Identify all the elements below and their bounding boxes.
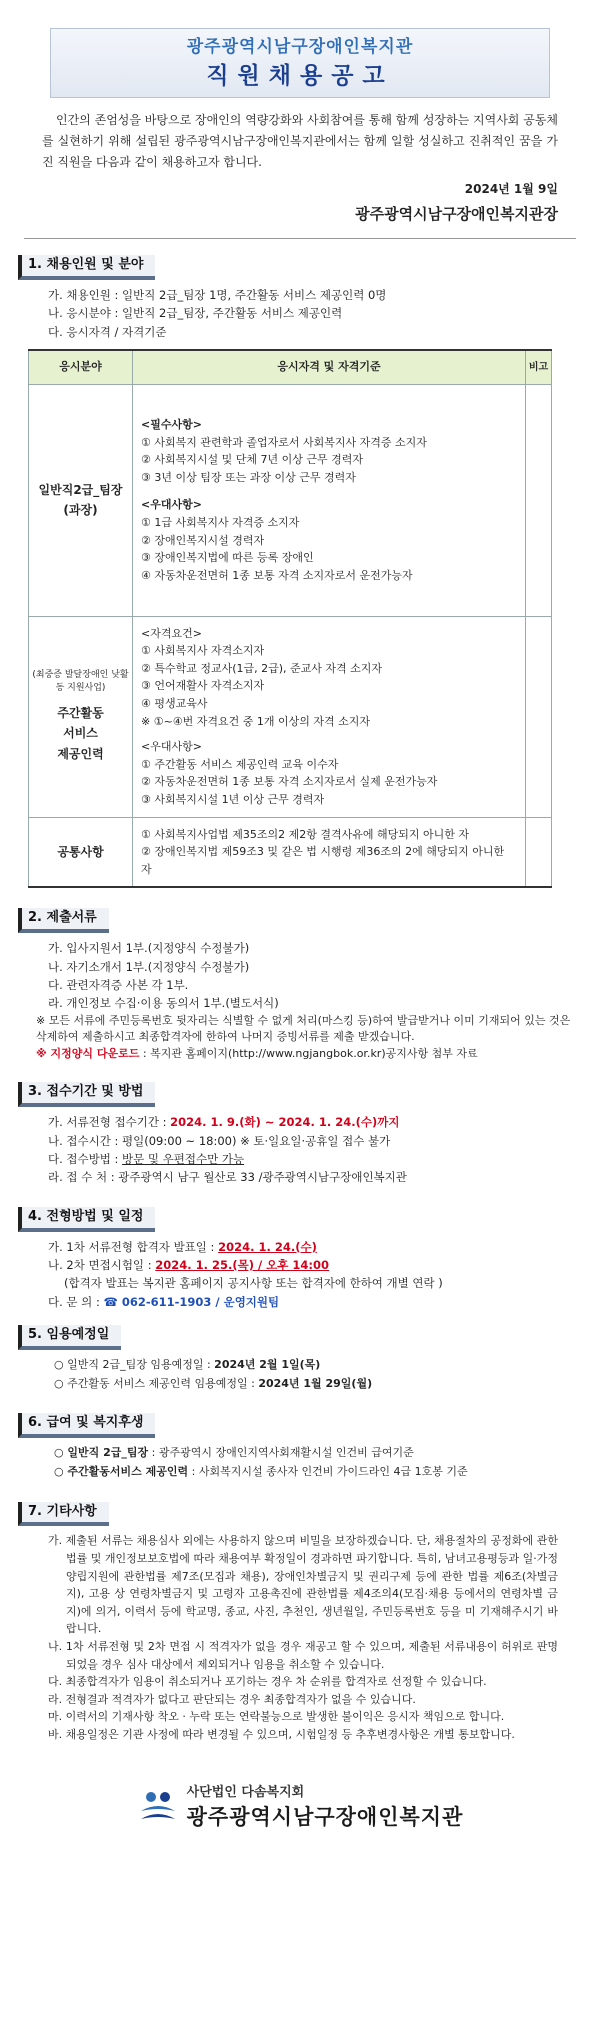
criteria-cell xyxy=(133,817,526,887)
list-item: 라. 접 수 처 : 광주광역시 남구 월산로 33 /광주광역시남구장애인복지관 xyxy=(48,1170,407,1185)
list-item xyxy=(48,1293,582,1311)
list-item xyxy=(48,1238,582,1256)
item-label: 나. 2차 면접시험일 : xyxy=(48,1257,156,1272)
category-label: 일반직2급_팀장 xyxy=(38,482,123,497)
table-row xyxy=(29,616,552,817)
item-label: 다. 접수방법 : xyxy=(48,1151,123,1166)
section-title-positions: 1. 채용인원 및 분야 xyxy=(18,255,155,280)
item-label: ○ 일반직 2급_팀장 xyxy=(54,1446,149,1460)
application-method: 방문 및 우편접수만 가능 xyxy=(122,1151,245,1166)
list-item: 가. 입사지원서 1부.(지정양식 수정불가) xyxy=(48,941,250,956)
memo-cell xyxy=(526,384,552,616)
criteria-cell xyxy=(133,616,526,817)
footer-logo xyxy=(18,1784,582,1833)
item-label: ○ 주간활동 서비스 제공인력 임용예정일 : xyxy=(54,1376,259,1390)
criteria-item: ④ 자동차운전면허 1종 보통 자격 소지자로서 운전가능자 xyxy=(141,568,413,582)
header-banner xyxy=(50,28,550,98)
category-cell xyxy=(29,817,133,887)
divider xyxy=(24,238,576,239)
contact-phone[interactable]: ☎ 062-611-1903 / 운영지원팀 xyxy=(103,1294,280,1309)
group-title: <우대사항> xyxy=(141,498,202,512)
criteria-item: ② 특수학교 정교사(1급, 2급), 준교사 자격 소지자 xyxy=(141,661,383,675)
misc-list xyxy=(48,1532,558,1743)
list-item: 나. 응시분야 : 일반직 2급_팀장, 주간활동 서비스 제공인력 xyxy=(48,306,343,321)
criteria-item: ③ 장애인복지법에 따른 등록 장애인 xyxy=(141,551,314,565)
criteria-item: ③ 3년 이상 팀장 또는 과장 이상 근무 경력자 xyxy=(141,470,356,484)
list-item: 마. 이력서의 기재사항 착오 · 누락 또는 연락불능으로 발생한 불이익은 응시자 책임으로 합니다. xyxy=(48,1710,505,1724)
criteria-item: ② 장애인복지시설 경력자 xyxy=(141,533,265,547)
salary-value: : 광주광역시 장애인지역사회재활시설 인건비 급여기준 xyxy=(148,1446,414,1460)
masking-note: ※ 모든 서류에 주민등록번호 뒷자리는 식별할 수 없게 처리(마스킹 등)하여 발급받거나 이미 기재되어 있는 것은 삭제하여 제출하시고 최종합격자에 한하여 나머지 증빙서류를 제출 받겠습니다. xyxy=(36,1013,571,1044)
list-item: 나. 1차 서류전형 및 2차 면접 시 적격자가 없을 경우 재공고 할 수 있으며, 제출된 서류내용이 허위로 판명되었을 경우 심사 대상에서 제외되거나 임용을 취소할 수 있습니다. xyxy=(48,1639,558,1671)
category-label: 서비스 xyxy=(63,726,98,741)
recruitment-notice xyxy=(0,28,600,2028)
criteria-item: ① 1급 사회복지사 자격증 소지자 xyxy=(141,515,300,529)
org-name: 광주광역시남구장애인복지관 xyxy=(186,37,414,57)
criteria-item: ② 자동차운전면허 1종 보통 자격 소지자로서 실제 운전가능자 xyxy=(141,775,438,789)
list-item: 다. 관련자격증 사본 각 1부. xyxy=(48,978,189,992)
criteria-item: ③ 사회복지시설 1년 이상 근무 경력자 xyxy=(141,793,325,806)
criteria-item: ① 주간활동 서비스 제공인력 교육 이수자 xyxy=(141,757,339,771)
group-title: <필수사항> xyxy=(141,417,202,431)
notice-signature: 광주광역시남구장애인복지관장 xyxy=(355,205,558,224)
list-item: 가. 제출된 서류는 채용심사 외에는 사용하지 않으며 비밀을 보장하겠습니다. 단, 채용절차의 공정화에 관한 법률 및 개인정보보호법에 따라 채용여부 확정일이 경과하면 파기합니다. 특히, 남녀고용평등과 일·가정 양립지원에 관한법률 제7조(모집과 채용), 장애인차별금지 및 권리구제 등에 관한 법률 제6조(차별금지), 고용 상 연령차별금지 및 고령자 고용촉진에 관한법률 제4조의4(모집·채용 등에서의 연령차별 금지)에 의거, 이력서 등에 학교명, 종교, 사진, 추천인, 생년월일, 주민등록번호 등을 미 기재해주시기 바랍니다. xyxy=(48,1534,558,1636)
download-link[interactable]: : 복지관 홈페이지(http://www.ngjangbok.or.kr)공지사항 첨부 자료 xyxy=(139,1046,478,1060)
category-cell xyxy=(29,616,133,817)
interview-date: 2024. 1. 25.(목) / 오후 14:00 xyxy=(155,1257,330,1272)
list-item: 다. 최종합격자가 임용이 취소되거나 포기하는 경우 차 순위를 합격자로 선정할 수 있습니다. xyxy=(48,1675,487,1689)
section-title-documents: 2. 제출서류 xyxy=(18,908,109,933)
criteria-cell xyxy=(133,384,526,616)
criteria-item: ① 사회복지사업법 제35조의2 제2항 결격사유에 해당되지 아니한 자 xyxy=(141,827,469,841)
list-item xyxy=(48,1256,582,1274)
group-title: <우대사항> xyxy=(141,740,202,754)
criteria-item: ③ 언어재활사 자격소지자 xyxy=(141,679,265,693)
criteria-item: ② 장애인복지법 제59조3 및 같은 법 시행령 제36조의 2에 해당되지 아니한 자 xyxy=(141,845,505,876)
column-header: 응시자격 및 자격기준 xyxy=(133,350,526,384)
list-note: (합격자 발표는 복지관 홈페이지 공지사항 또는 합격자에 한하여 개별 연락 ) xyxy=(64,1276,443,1291)
start-date-value: 2024년 2월 1일(목) xyxy=(214,1357,321,1371)
organization-logo-icon xyxy=(137,1787,179,1829)
footer-org-name: 광주광역시남구장애인복지관 xyxy=(186,1805,464,1830)
list-item: 라. 개인정보 수집·이용 동의서 1부.(별도서식) xyxy=(48,996,279,1011)
table-row xyxy=(29,384,552,616)
salary-value: : 사회복지시설 종사자 인건비 가이드라인 4급 1호봉 기준 xyxy=(188,1464,468,1478)
list-item xyxy=(48,1113,582,1131)
criteria-item: ※ ①~④번 자격요건 중 1개 이상의 자격 소지자 xyxy=(141,714,371,728)
category-label: 주간활동 xyxy=(57,706,104,721)
item-label: 가. 1차 서류전형 합격자 발표일 : xyxy=(48,1239,219,1254)
list-item: 바. 채용일정은 기관 사정에 따라 변경될 수 있으며, 시험일정 등 추후변경사항은 개별 통보합니다. xyxy=(48,1727,515,1741)
qualification-table xyxy=(28,349,552,888)
application-period: 2024. 1. 9.(화) ~ 2024. 1. 24.(수)까지 xyxy=(170,1115,400,1130)
memo-cell xyxy=(526,817,552,887)
section-title-misc: 7. 기타사항 xyxy=(18,1502,109,1527)
category-cell xyxy=(29,384,133,616)
page-title: 직원채용공고 xyxy=(206,62,394,89)
list-item xyxy=(54,1356,582,1375)
table-row xyxy=(29,817,552,887)
column-header: 비고 xyxy=(526,350,552,384)
list-item: 나. 자기소개서 1부.(지정양식 수정불가) xyxy=(48,959,250,974)
memo-cell xyxy=(526,616,552,817)
category-label: (과장) xyxy=(63,503,98,518)
list-item: 다. 응시자격 / 자격기준 xyxy=(48,324,167,339)
intro-paragraph: 인간의 존엄성을 바탕으로 장애인의 역량강화와 사회참여를 통해 함께 성장하는 지역사회 공동체를 실현하기 위해 설립된 광주광역시남구장애인복지관에서는 함께 일할 성실하고 진취적인 꿈을 가진 직원을 다음과 같이 채용하고자 합니다. xyxy=(42,113,558,169)
notice-date: 2024년 1월 9일 xyxy=(464,182,558,196)
list-item: 나. 접수시간 : 평일(09:00 ~ 18:00) ※ 토·일요일·공휴일 접수 불가 xyxy=(48,1133,391,1148)
item-label: 가. 서류전형 접수기간 : xyxy=(48,1115,171,1130)
list-item xyxy=(54,1444,582,1463)
group-title: <자격요건> xyxy=(141,626,202,640)
download-label: ※ 지정양식 다운로드 xyxy=(36,1046,140,1060)
list-item xyxy=(54,1375,582,1394)
list-item: 가. 채용인원 : 일반직 2급_팀장 1명, 주간활동 서비스 제공인력 0명 xyxy=(48,287,387,302)
table-header-row xyxy=(29,350,552,384)
category-note: (최중증 발달장애인 낮활동 지원사업) xyxy=(32,669,129,694)
list-item xyxy=(48,1150,582,1168)
footer-parent-org: 사단법인 다솜복지회 xyxy=(186,1784,305,1800)
criteria-item: ① 사회복지 관련학과 졸업자로서 사회복지사 자격증 소지자 xyxy=(141,435,427,449)
list-item: 라. 전형결과 적격자가 없다고 판단되는 경우 최종합격자가 없을 수 있습니다. xyxy=(48,1692,416,1706)
download-note xyxy=(36,1046,582,1063)
section-title-schedule: 4. 전형방법 및 일정 xyxy=(18,1207,155,1232)
column-header: 응시분야 xyxy=(29,350,133,384)
criteria-item: ① 사회복지사 자격소지자 xyxy=(141,644,265,658)
section-title-start-date: 5. 임용예정일 xyxy=(18,1325,121,1350)
list-item xyxy=(54,1463,582,1482)
category-label: 공통사항 xyxy=(57,844,104,859)
section-title-application: 3. 접수기간 및 방법 xyxy=(18,1082,155,1107)
criteria-item: ② 사회복지시설 및 단체 7년 이상 근무 경력자 xyxy=(141,453,363,467)
category-label: 제공인력 xyxy=(57,746,104,761)
item-label: ○ 일반직 2급_팀장 임용예정일 : xyxy=(54,1357,215,1371)
item-label: ○ 주간활동서비스 제공인력 xyxy=(54,1464,189,1478)
section-title-salary: 6. 급여 및 복지후생 xyxy=(18,1413,155,1438)
result-date: 2024. 1. 24.(수) xyxy=(218,1239,317,1254)
criteria-item: ④ 평생교육사 xyxy=(141,697,208,711)
start-date-value: 2024년 1월 29일(월) xyxy=(258,1376,373,1390)
item-label: 다. 문 의 : xyxy=(48,1294,104,1309)
